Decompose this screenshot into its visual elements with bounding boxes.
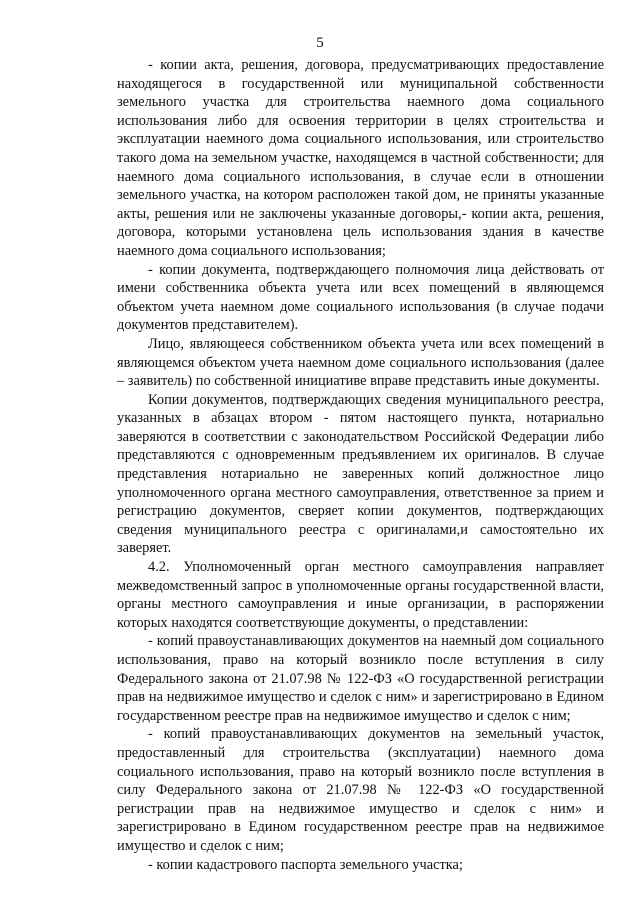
paragraph: Лицо, являющееся собственником объекта учета или всех помещений в являющемся объектом учета наемном доме социального использования (далее – заявитель) по собственной инициативе вправе представить иные документы.: [117, 335, 604, 390]
paragraph: - копий правоустанавливающих документов на земельный участок, предоставленный для строительства (эксплуатации) наемного дома социального использования, право на который возникло после вступления в силу Федерального закона от 21.07.98 № 122-ФЗ «О государственной регистрации прав на недвижимое имущество и сделок с ним» и зарегистрировано в Едином государственном реестре прав на недвижимое имущество и сделок с ним;: [117, 726, 604, 854]
paragraph: - копии кадастрового паспорта земельного участка;: [148, 856, 463, 873]
paragraph: - копии документа, подтверждающего полномочия лица действовать от имени собственника объекта учета или всех помещений в являющемся объектом учета наемном доме социального использования (в случае подачи документов представителем).: [117, 261, 604, 334]
paragraph: 4.2. Уполномоченный орган местного самоуправления направляет межведомственный запрос в уполномоченные органы государственной власти, органы местного самоуправления и иные организации, в распоряжении которых находятся соответствующие документы, о представлении:: [117, 559, 604, 631]
page-number: 5: [316, 35, 324, 51]
paragraph: Копии документов, подтверждающих сведения муниципального реестра, указанных в абзацах втором - пятом настоящего пункта, нотариально заверяются в соответствии с законодательством Российской Федерации либо представляются с одновременным предъявлением их оригиналов. В случае представления нотариально не заверенных копий должностное лицо уполномоченного органа местного самоуправления, ответственное за прием и регистрацию документов, сверяет копии документов, подтверждающих сведения муниципального реестра с оригиналами,и самостоятельно их заверяет.: [117, 391, 604, 557]
body-text: [117, 56, 604, 874]
paragraph: - копий правоустанавливающих документов на наемный дом социального использования, право на который возникло после вступления в силу Федерального закона от 21.07.98 № 122-ФЗ «О государственной регистрации прав на недвижимое имущество и сделок с ним» и зарегистрировано в Едином государственном реестре прав на недвижимое имущество и сделок с ним;: [117, 633, 604, 724]
paragraph: - копии акта, решения, договора, предусматривающих предоставление находящегося в государственной или муниципальной собственности земельного участка для строительства наемного дома социального использования либо для освоения территории в целях строительства и эксплуатации наемного дома социального использования, или строительство такого дома на земельном участке, находящемся в частной собственности; для наемного дома социального использования, в случае если в отношении земельного участка, на котором расположен такой дом, не приняты указанные акты, решения или не заключены указанные договоры,- копии акта, решения, договора, которыми установлена цель использования здания в качестве наемного дома социального использования;: [117, 57, 604, 259]
